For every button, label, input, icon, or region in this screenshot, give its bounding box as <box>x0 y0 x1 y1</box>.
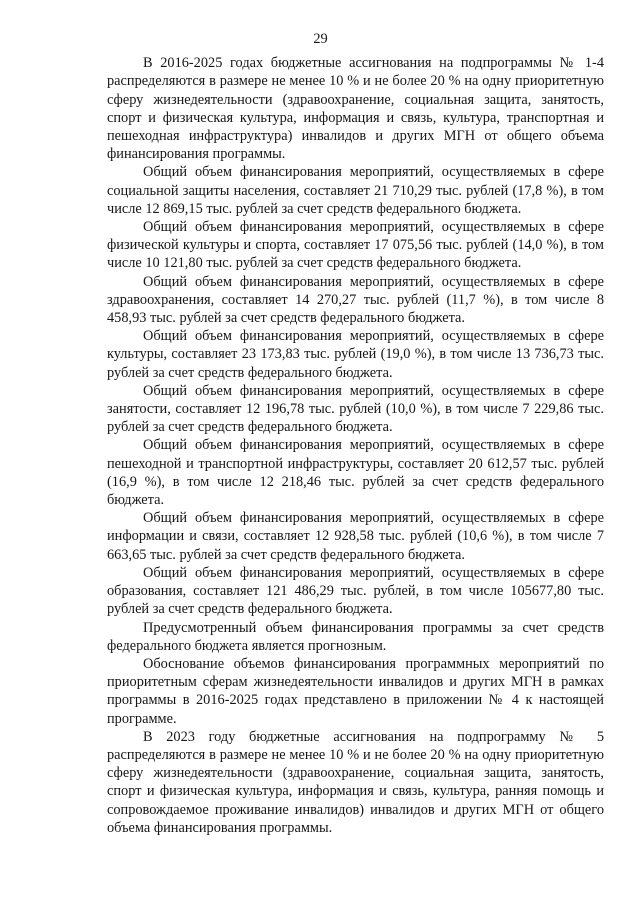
paragraph-physical-culture-sport: Общий объем финансирования мероприятий, осуществляемых в сфере физической культуры и спорта, составляет 17 075,56 тыс. рублей (14,0 %), в том числе 10 121,80 тыс. рублей за счет средств федерального бюджета. <box>107 219 604 272</box>
paragraph-employment: Общий объем финансирования мероприятий, осуществляемых в сфере занятости, составляет 12 196,78 тыс. рублей (10,0 %), в том числе 7 229,86 тыс. рублей за счет средств федерального бюджета. <box>107 382 604 436</box>
paragraph-justification: Обоснование объемов финансирования программных мероприятий по приоритетным сферам жизнедеятельности инвалидов и других МГН в рамках программы в 2016-2025 годах представлено в приложении № 4 к настоящей программе. <box>107 655 604 727</box>
paragraph-information-communication: Общий объем финансирования мероприятий, осуществляемых в сфере информации и связи, составляет 12 928,58 тыс. рублей (10,6 %), в том числе 7 663,65 тыс. рублей за счет средств федерального бюджета. <box>107 510 604 563</box>
paragraph-healthcare: Общий объем финансирования мероприятий, осуществляемых в сфере здравоохранения, составляет 14 270,27 тыс. рублей (11,7 %), в том числе 8 458,93 тыс. рублей за счет средств федерального бюджета. <box>107 273 604 327</box>
paragraph-transport-infrastructure: Общий объем финансирования мероприятий, осуществляемых в сфере пешеходной и транспортной инфраструктуры, составляет 20 612,57 тыс. рублей (16,9 %), в том числе 12 218,46 тыс. рублей за счет средств федерального бюджета. <box>107 437 604 509</box>
paragraph-social-protection: Общий объем финансирования мероприятий, осуществляемых в сфере социальной защиты населения, составляет 21 710,29 тыс. рублей (17,8 %), в том числе 12 869,15 тыс. рублей за счет средств федерального бюджета. <box>107 164 604 217</box>
paragraph-education: Общий объем финансирования мероприятий, осуществляемых в сфере образования, составляет 121 486,29 тыс. рублей, в том числе 105677,80 тыс. рублей за счет средств федерального бюджета. <box>107 564 604 618</box>
page-number: 29 <box>313 31 328 47</box>
paragraph-budget-allocation-2016-2025: В 2016-2025 годах бюджетные ассигнования на подпрограммы № 1-4 распределяются в размере не менее 10 % и не более 20 % на одну приоритетную сферу жизнедеятельности (здравоохранение, социальная защита, занятость, спорт и физическая культура, информация и связь, культура, транспортная и пешеходная инфраструктура) инвалидов и других МГН от общего объема финансирования программы. <box>107 55 604 163</box>
paragraph-budget-allocation-2023: В 2023 году бюджетные ассигнования на подпрограмму № 5 распределяются в размере не менее 10 % и не более 20 % на одну приоритетную сферу жизнедеятельности (здравоохранение, социальная защита, занятость, спорт и физическая культура, информация и связь, культура, ранняя помощь и сопровождаемое проживание инвалидов) инвалидов и других МГН от общего объема финансирования программы. <box>107 728 604 836</box>
paragraph-forecast-note: Предусмотренный объем финансирования программы за счет средств федерального бюджета является прогнозным. <box>107 619 604 654</box>
paragraph-culture: Общий объем финансирования мероприятий, осуществляемых в сфере культуры, составляет 23 173,83 тыс. рублей (19,0 %), в том числе 13 736,73 тыс. рублей за счет средств федерального бюджета. <box>107 328 604 381</box>
